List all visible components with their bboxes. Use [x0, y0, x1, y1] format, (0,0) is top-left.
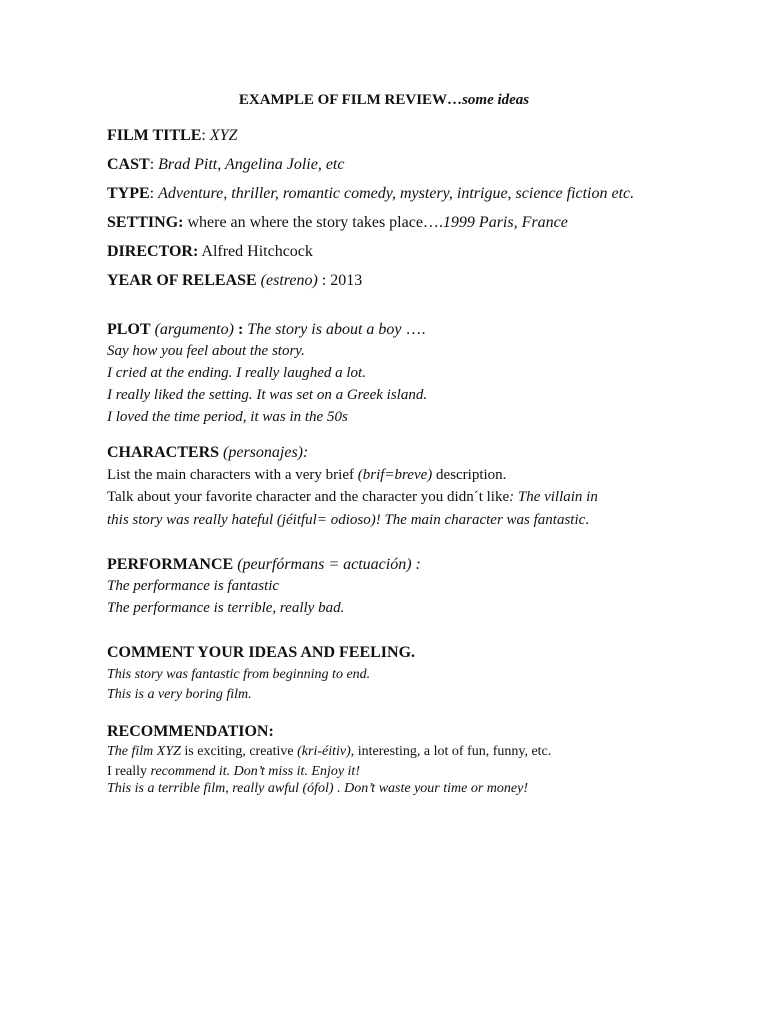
- film-title-line: [107, 127, 237, 145]
- comment-heading: COMMENT YOUR IDEAS AND FEELING.: [107, 644, 416, 661]
- plot-line: Say how you feel about the story.: [107, 343, 305, 359]
- plot-line: I cried at the ending. I really laughed a lot.: [107, 365, 366, 381]
- type-sep: :: [149, 185, 159, 202]
- setting-text: where an where the story takes place….: [183, 214, 443, 231]
- plot-lead: The story is about a boy: [247, 321, 402, 338]
- plot-note: (argumento): [150, 321, 234, 338]
- cast-sep: :: [149, 156, 159, 173]
- year-line: [107, 272, 362, 290]
- plot-dots: ….: [401, 321, 426, 338]
- recommendation-line-3: This is a terrible film, really awful (ófol) . Don’t waste your time or money!: [107, 781, 529, 796]
- film-title-value: XYZ: [209, 127, 238, 144]
- director-line: [107, 243, 313, 261]
- characters-heading: [107, 444, 308, 462]
- film-title-label: FILM TITLE: [107, 127, 202, 144]
- recommendation-line-2: [107, 764, 360, 780]
- characters-line-3-italic: this story was really hateful (jéitful= odioso)! The main character was fantastic: [107, 512, 586, 528]
- comment-line: This is a very boring film.: [107, 687, 252, 702]
- title-main: EXAMPLE OF FILM REVIEW…: [238, 92, 463, 108]
- rec-line-2-text: I really: [107, 764, 151, 779]
- recommendation-heading: RECOMMENDATION:: [107, 723, 274, 740]
- characters-line-2-italic: : The villain in: [509, 489, 598, 505]
- performance-label: PERFORMANCE: [107, 556, 234, 573]
- rec-line-1-end: , interesting, a lot of fun, funny, etc.: [350, 744, 552, 759]
- type-label: TYPE: [107, 185, 150, 202]
- cast-line: [107, 156, 344, 174]
- setting-value: 1999 Paris, France: [442, 214, 568, 231]
- characters-note: (personajes):: [219, 444, 309, 461]
- characters-line-1-note: (brif=breve): [357, 467, 433, 483]
- rec-line-1-film: The film XYZ: [107, 744, 181, 759]
- plot-line: I loved the time period, it was in the 50s: [107, 409, 348, 425]
- rec-line-2-italic: recommend it. Don’t miss it. Enjoy it!: [150, 764, 360, 779]
- performance-note: (peurfórmans = actuación) :: [233, 556, 421, 573]
- comment-line: This story was fantastic from beginning to end.: [107, 667, 371, 682]
- film-title-sep: :: [201, 127, 210, 144]
- page-title: [0, 92, 768, 109]
- characters-line-2-text: Talk about your favorite character and the character you didn´t like: [107, 489, 510, 505]
- year-note: (estreno): [256, 272, 318, 289]
- characters-line-1: [107, 467, 506, 484]
- director-label: DIRECTOR:: [107, 243, 199, 260]
- type-line: [107, 185, 634, 203]
- year-label: YEAR OF RELEASE: [107, 272, 257, 289]
- plot-sep: :: [233, 321, 248, 338]
- setting-line: [107, 214, 568, 232]
- characters-line-3: [107, 512, 589, 529]
- plot-heading: [107, 321, 426, 339]
- plot-line: I really liked the setting. It was set on a Greek island.: [107, 387, 428, 403]
- performance-line: The performance is terrible, really bad.: [107, 600, 345, 616]
- performance-heading: [107, 556, 421, 574]
- director-value: Alfred Hitchcock: [198, 243, 313, 260]
- characters-label: CHARACTERS: [107, 444, 220, 461]
- setting-label: SETTING:: [107, 214, 184, 231]
- rec-line-1-note: (kri-éitiv): [297, 744, 351, 759]
- characters-line-2: [107, 489, 598, 506]
- characters-line-1-text: List the main characters with a very brief: [107, 467, 358, 483]
- characters-line-1-end: description.: [432, 467, 507, 483]
- cast-label: CAST: [107, 156, 150, 173]
- performance-line: The performance is fantastic: [107, 578, 280, 594]
- plot-label: PLOT: [107, 321, 151, 338]
- type-value: Adventure, thriller, romantic comedy, mystery, intrigue, science fiction etc.: [158, 185, 635, 202]
- cast-value: Brad Pitt, Angelina Jolie, etc: [158, 156, 345, 173]
- characters-line-3-end: .: [585, 512, 590, 528]
- year-value: : 2013: [317, 272, 363, 289]
- title-sub: some ideas: [462, 92, 530, 108]
- recommendation-line-1: [107, 744, 551, 760]
- rec-line-1-text: is exciting, creative: [180, 744, 298, 759]
